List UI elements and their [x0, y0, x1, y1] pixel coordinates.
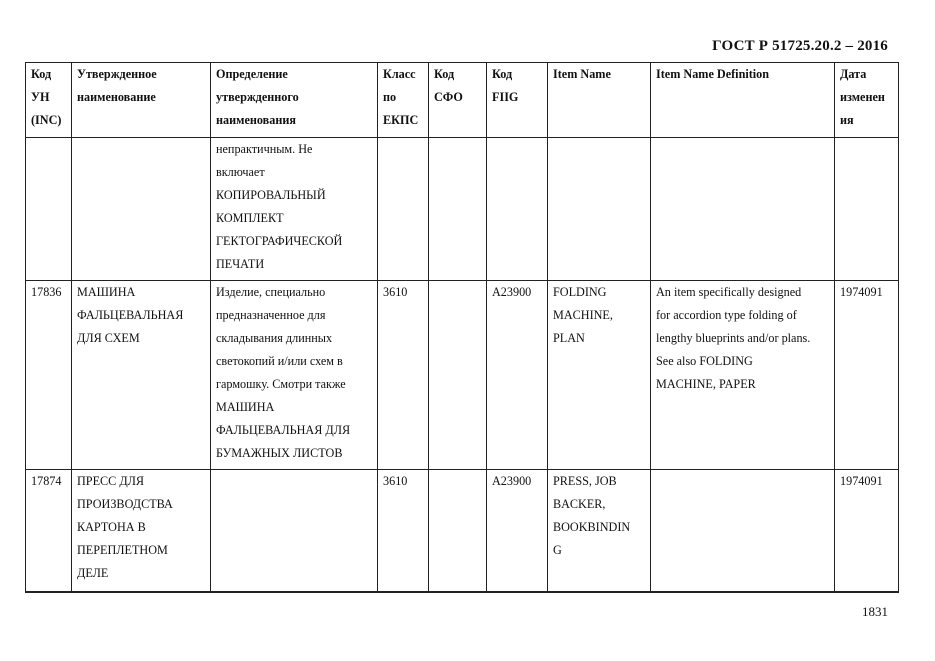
- cell-text-line: ФАЛЬЦЕВАЛЬНАЯ ДЛЯ: [216, 423, 351, 437]
- cell-text-line: A23900: [492, 474, 532, 488]
- cell-definition: [211, 470, 378, 592]
- cell-text-line: 3610: [383, 474, 408, 488]
- cell-approved-name: [72, 470, 211, 592]
- catalog-table: [25, 62, 899, 593]
- cell-change-date: [835, 281, 899, 470]
- col-header-sfo-code: [429, 63, 487, 138]
- col-header-change-date: [835, 63, 899, 138]
- cell-text-line: BOOKBINDIN: [553, 520, 631, 534]
- cell-text-line: (INC): [31, 113, 62, 127]
- cell-text-line: ПЕЧАТИ: [216, 257, 265, 271]
- cell-text-line: ЕКПС: [383, 113, 419, 127]
- cell-text-line: БУМАЖНЫХ ЛИСТОВ: [216, 446, 343, 460]
- cell-text-line: Item Name Definition: [656, 67, 770, 81]
- cell-fiig-code: [487, 138, 548, 281]
- cell-text-line: ПРЕСС ДЛЯ: [77, 474, 145, 488]
- col-header-item-name: [548, 63, 651, 138]
- cell-text-line: Item Name: [553, 67, 611, 81]
- cell-text-line: PRESS, JOB: [553, 474, 617, 488]
- cell-text-line: ПЕРЕПЛЕТНОМ: [77, 543, 168, 557]
- cell-change-date: [835, 138, 899, 281]
- cell-text-line: 3610: [383, 285, 408, 299]
- cell-item-name-definition: [651, 281, 835, 470]
- table-header-row: [26, 63, 899, 138]
- table-row: [26, 470, 899, 592]
- cell-item-name-definition: [651, 138, 835, 281]
- cell-text-line: КОПИРОВАЛЬНЫЙ: [216, 188, 326, 202]
- cell-text-line: Код: [31, 67, 52, 81]
- cell-text-line: Код: [434, 67, 455, 81]
- cell-definition: [211, 138, 378, 281]
- cell-text-line: BACKER,: [553, 497, 606, 511]
- cell-text-line: 17874: [31, 474, 62, 488]
- cell-text-line: for accordion type folding of: [656, 308, 797, 322]
- cell-change-date: [835, 470, 899, 592]
- cell-item-name: [548, 138, 651, 281]
- cell-text-line: ФАЛЬЦЕВАЛЬНАЯ: [77, 308, 184, 322]
- cell-text-line: непрактичным. Не: [216, 142, 313, 156]
- cell-text-line: 1974091: [840, 474, 883, 488]
- col-header-inc-code: [26, 63, 72, 138]
- cell-approved-name: [72, 281, 211, 470]
- cell-text-line: FIIG: [492, 90, 519, 104]
- cell-text-line: складывания длинных: [216, 331, 333, 345]
- cell-text-line: гармошку. Смотри также: [216, 377, 346, 391]
- cell-text-line: Определение: [216, 67, 288, 81]
- cell-text-line: КОМПЛЕКТ: [216, 211, 284, 225]
- cell-text-line: ДЛЯ СХЕМ: [77, 331, 140, 345]
- cell-text-line: MACHINE, PAPER: [656, 377, 756, 391]
- document-code-header: ГОСТ Р 51725.20.2 – 2016: [712, 38, 888, 54]
- cell-sfo-code: [429, 470, 487, 592]
- table-row: [26, 138, 899, 281]
- cell-item-name: [548, 281, 651, 470]
- cell-text-line: 17836: [31, 285, 62, 299]
- cell-inc-code: [26, 138, 72, 281]
- cell-text-line: An item specifically designed: [656, 285, 802, 299]
- cell-text-line: наименование: [77, 90, 156, 104]
- col-header-approved-name: [72, 63, 211, 138]
- cell-text-line: lengthy blueprints and/or plans.: [656, 331, 811, 345]
- cell-text-line: КАРТОНА В: [77, 520, 146, 534]
- cell-text-line: МАШИНА: [77, 285, 136, 299]
- cell-ekps-class: [378, 470, 429, 592]
- col-header-ekps-class: [378, 63, 429, 138]
- cell-text-line: ПРОИЗВОДСТВА: [77, 497, 173, 511]
- cell-text-line: МАШИНА: [216, 400, 275, 414]
- cell-item-name: [548, 470, 651, 592]
- cell-text-line: 1974091: [840, 285, 883, 299]
- cell-text-line: УН: [31, 90, 50, 104]
- cell-text-line: наименования: [216, 113, 296, 127]
- cell-fiig-code: [487, 470, 548, 592]
- cell-text-line: предназначенное для: [216, 308, 326, 322]
- cell-inc-code: [26, 281, 72, 470]
- cell-text-line: MACHINE,: [553, 308, 613, 322]
- col-header-item-name-definition: [651, 63, 835, 138]
- cell-sfo-code: [429, 281, 487, 470]
- cell-text-line: по: [383, 90, 397, 104]
- cell-text-line: изменен: [840, 90, 885, 104]
- cell-text-line: A23900: [492, 285, 532, 299]
- cell-text-line: Дата: [840, 67, 867, 81]
- cell-inc-code: [26, 470, 72, 592]
- page-number: 1831: [862, 604, 888, 619]
- cell-text-line: ДЕЛЕ: [77, 566, 109, 580]
- cell-ekps-class: [378, 281, 429, 470]
- cell-approved-name: [72, 138, 211, 281]
- cell-text-line: Изделие, специально: [216, 285, 326, 299]
- table-row: [26, 281, 899, 470]
- cell-sfo-code: [429, 138, 487, 281]
- cell-definition: [211, 281, 378, 470]
- cell-text-line: FOLDING: [553, 285, 607, 299]
- cell-text-line: PLAN: [553, 331, 585, 345]
- cell-text-line: светокопий и/или схем в: [216, 354, 343, 368]
- cell-fiig-code: [487, 281, 548, 470]
- cell-text-line: See also FOLDING: [656, 354, 753, 368]
- cell-text-line: Код: [492, 67, 513, 81]
- cell-text-line: Класс: [383, 67, 416, 81]
- cell-text-line: ГЕКТОГРАФИЧЕСКОЙ: [216, 234, 343, 248]
- cell-text-line: включает: [216, 165, 265, 179]
- cell-ekps-class: [378, 138, 429, 281]
- cell-text-line: G: [553, 543, 562, 557]
- cell-text-line: ия: [840, 113, 854, 127]
- cell-item-name-definition: [651, 470, 835, 592]
- col-header-fiig-code: [487, 63, 548, 138]
- cell-text-line: СФО: [434, 90, 463, 104]
- cell-text-line: утвержденного: [216, 90, 299, 104]
- cell-text-line: Утвержденное: [77, 67, 157, 81]
- col-header-definition: [211, 63, 378, 138]
